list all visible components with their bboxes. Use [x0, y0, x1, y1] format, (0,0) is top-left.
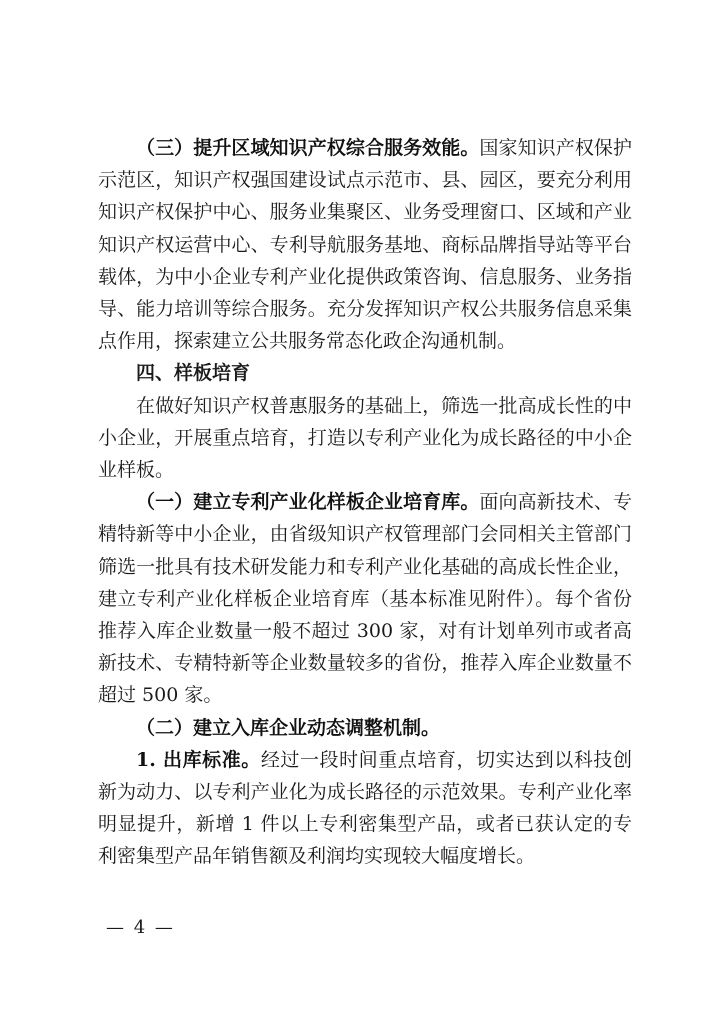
page-number: — 4 —	[106, 917, 175, 938]
section-title-service-efficiency: （三）提升区域知识产权综合服务效能。	[136, 137, 480, 159]
paragraph-dynamic-adjustment	[98, 712, 632, 744]
paragraph-text: 面向高新技术、专精特新等中小企业，由省级知识产权管理部门会同相关主管部门筛选一批具有技术研发能力和专利产业化基础的高成长性企业，建立专利产业化样板企业培育库（基本标准见附件）。每个省份推荐入库企业数量一般不超过 300 家，对有计划单列市或者高新技术、专精特新等企业数量较多的省份，推荐入库企业数量不超过 500 家。	[98, 491, 632, 707]
section-title-dynamic-adjustment: （二）建立入库企业动态调整机制。	[136, 716, 441, 739]
paragraph-sample-intro: 在做好知识产权普惠服务的基础上，筛选一批高成长性的中小企业，开展重点培育，打造以专利产业化为成长路径的中小企业样板。	[98, 394, 632, 482]
paragraph-cultivation-library	[98, 486, 632, 711]
paragraph-text: 经过一段时间重点培育，切实达到以科技创新为动力、以专利产业化为成长路径的示范效果。专利产业化率明显提升，新增 1 件以上专利密集型产品，或者已获认定的专利密集型产品年销售额及利润均实现较大幅度增长。	[98, 748, 632, 868]
section-title-exit-criteria: 1. 出库标准。	[136, 748, 261, 771]
paragraph-service-efficiency	[98, 132, 632, 357]
section-heading-sample-cultivation: 四、样板培育	[136, 362, 251, 385]
paragraph-text: 国家知识产权保护示范区，知识产权强国建设试点示范市、县、园区，要充分利用知识产权保护中心、服务业集聚区、业务受理窗口、区域和产业知识产权运营中心、专利导航服务基地、商标品牌指导站等平台载体，为中小企业专利产业化提供政策咨询、信息服务、业务指导、能力培训等综合服务。充分发挥知识产权公共服务信息采集点作用，探索建立公共服务常态化政企沟通机制。	[98, 137, 632, 353]
document-body	[98, 132, 632, 873]
paragraph-exit-criteria	[98, 744, 632, 873]
section-title-cultivation-library: （一）建立专利产业化样板企业培育库。	[136, 491, 480, 514]
